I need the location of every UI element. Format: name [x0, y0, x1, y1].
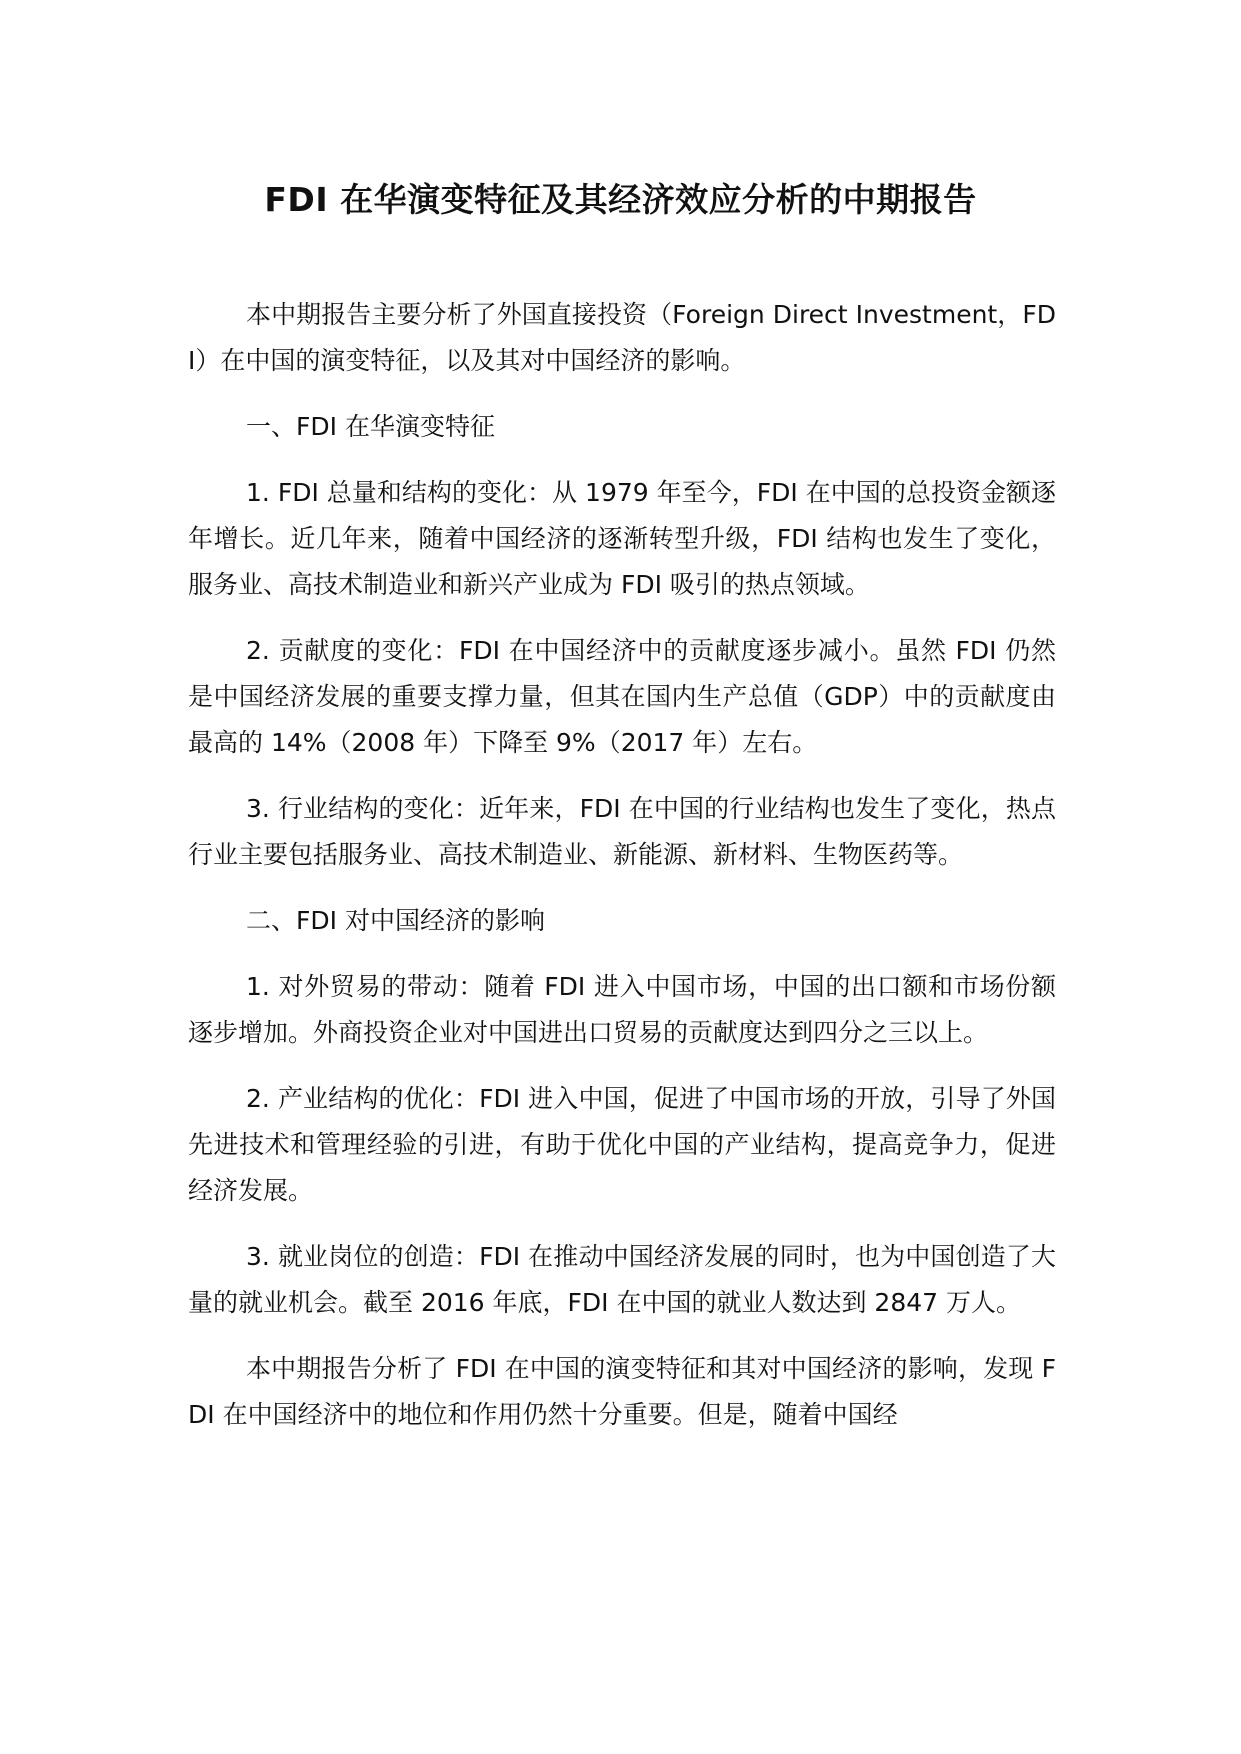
section-2-item-1: 1. 对外贸易的带动：随着 FDI 进入中国市场，中国的出口额和市场份额逐步增加。外商投资企业对中国进出口贸易的贡献度达到四分之三以上。	[188, 972, 1056, 1047]
section-1-item-3: 3. 行业结构的变化：近年来，FDI 在中国的行业结构也发生了变化，热点行业主要包括服务业、高技术制造业、新能源、新材料、生物医药等。	[188, 794, 1056, 869]
section-2-item-2: 2. 产业结构的优化：FDI 进入中国，促进了中国市场的开放，引导了外国先进技术和管理经验的引进，有助于优化中国的产业结构，提高竞争力，促进经济发展。	[188, 1084, 1056, 1205]
section-2-item-3: 3. 就业岗位的创造：FDI 在推动中国经济发展的同时，也为中国创造了大量的就业机会。截至 2016 年底，FDI 在中国的就业人数达到 2847 万人。	[188, 1242, 1056, 1317]
conclusion-paragraph: 本中期报告分析了 FDI 在中国的演变特征和其对中国经济的影响，发现 FDI 在中国经济中的地位和作用仍然十分重要。但是，随着中国经	[188, 1354, 1056, 1429]
intro-paragraph: 本中期报告主要分析了外国直接投资（Foreign Direct Investment，FDI）在中国的演变特征，以及其对中国经济的影响。	[188, 300, 1056, 375]
section-1-item-2: 2. 贡献度的变化：FDI 在中国经济中的贡献度逐步减小。虽然 FDI 仍然是中国经济发展的重要支撑力量，但其在国内生产总值（GDP）中的贡献度由最高的 14%（2008 年）下降至 9%（2017 年）左右。	[188, 636, 1056, 757]
section-2-heading: 二、FDI 对中国经济的影响	[246, 906, 545, 935]
document-title: FDI 在华演变特征及其经济效应分析的中期报告	[264, 180, 977, 219]
document-body	[188, 292, 1056, 1458]
section-1-item-1: 1. FDI 总量和结构的变化：从 1979 年至今，FDI 在中国的总投资金额逐年增长。近几年来，随着中国经济的逐渐转型升级，FDI 结构也发生了变化，服务业、高技术制造业和新兴产业成为 FDI 吸引的热点领域。	[188, 478, 1056, 599]
section-1-heading: 一、FDI 在华演变特征	[246, 412, 495, 441]
